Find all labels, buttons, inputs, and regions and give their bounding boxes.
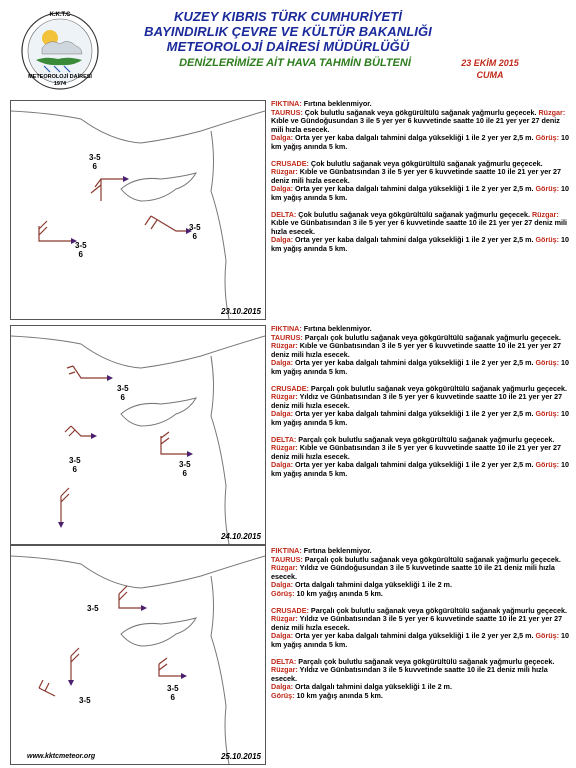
region-text: Parçalı çok bulutlu sağanak veya gökgürültülü sağanak yağmurlu geçecek. bbox=[302, 554, 561, 564]
region-text: Parçalı çok bulutlu sağanak veya gökgürültülü sağanak yağmurlu geçecek. bbox=[302, 332, 561, 342]
delta-para bbox=[271, 211, 571, 254]
wave-height: 3-5 bbox=[189, 223, 201, 232]
wave-text: Orta yer yer kaba dalgalı tahmini dalga yüksekliği 1 ile 2 yer yer 2,5 m. bbox=[292, 184, 536, 194]
wind-arrow-southwest bbox=[58, 488, 69, 528]
wind-arrow-south bbox=[161, 432, 193, 457]
header-line-2: BAYINDIRLIK ÇEVRE VE KÜLTÜR BAKANLIĞI bbox=[144, 24, 432, 39]
wave-period: 6 bbox=[72, 465, 77, 474]
wave-height: 3-5 bbox=[69, 456, 81, 465]
wind-arrow-north bbox=[67, 366, 113, 381]
fiktina-text: Fırtına beklenmiyor. bbox=[301, 324, 372, 333]
wave-label: Dalga: bbox=[271, 580, 293, 590]
wave-label: Dalga: bbox=[271, 409, 293, 419]
date-weekday: CUMA bbox=[476, 70, 504, 80]
map-1-date: 23.10.2015 bbox=[220, 307, 261, 316]
wave-period: 6 bbox=[78, 250, 83, 259]
wind-label: Rüzgar: bbox=[271, 167, 298, 177]
wave-period: 6 bbox=[120, 393, 125, 402]
wave-height: 3-5 bbox=[75, 241, 87, 250]
visibility-text: 10 km yağış anında 5 km. bbox=[271, 460, 570, 478]
wave-text: Orta yer yer kaba dalgalı tahmini dalga yüksekliği 1 ile 2 yer yer 2,5 m. bbox=[292, 631, 536, 641]
wind-text: Yıldız ve Günbatısından 3 ile 5 kuvvetinde saatte 10 ile 21 deniz mili hızla esecek. bbox=[271, 665, 548, 683]
wave-height: 3-5 bbox=[167, 684, 179, 693]
visibility-text: 10 km yağış anında 5 km. bbox=[271, 409, 570, 427]
map-1-label-2 bbox=[75, 241, 87, 259]
map-2-coastline bbox=[11, 326, 265, 544]
map-2-label-2 bbox=[69, 456, 81, 474]
wind-text: Yıldız ve Gündoğusundan 3 ile 5 kuvvetinde saatte 10 ile 21 deniz mili hızla esecek. bbox=[271, 563, 555, 581]
wind-text: Kıble ve Günbatısından 3 ile 5 yer yer 6 kuvvetinde saatte 10 ile 21 yer yer 27 deniz mili hızla esecek. bbox=[271, 218, 568, 236]
visibility-label: Görüş: bbox=[535, 631, 560, 641]
wind-text: Kıble ve Günbatısından 3 ile 5 yer yer 6 kuvvetinde saatte 10 ile 21 yer yer 27 deniz mili hızla esecek. bbox=[271, 341, 562, 359]
map-2-label-1 bbox=[117, 384, 129, 402]
wind-arrow-north bbox=[119, 586, 147, 611]
wind-text: Kıble ve Gündoğusundan 3 ile 5 yer yer 6 kuvvetinde saatte 10 ile 21 yer yer 27 deniz mili hızla esecek. bbox=[271, 116, 560, 134]
forecast-map-day-2 bbox=[10, 325, 266, 545]
region-label-taurus: TAURUS: bbox=[271, 554, 303, 564]
wave-height: 3-5 bbox=[117, 384, 129, 393]
bulletin-subtitle: DENİZLERİMİZE AİT HAVA TAHMİN BÜLTENİ bbox=[179, 57, 411, 69]
region-label-crusade: CRUSADE: bbox=[271, 383, 309, 393]
map-1-coastline bbox=[11, 101, 265, 319]
region-text: Parçalı çok bulutlu sağanak veya gökgürültülü sağanak yağmurlu geçecek. bbox=[296, 656, 555, 666]
forecast-text-day-3 bbox=[271, 547, 571, 709]
map-2-label-3 bbox=[179, 460, 191, 478]
wind-label: Rüzgar: bbox=[538, 107, 566, 117]
wave-label: Dalga: bbox=[271, 682, 293, 692]
map-3-label-1 bbox=[87, 604, 99, 613]
wave-height: 3-5 bbox=[89, 153, 101, 162]
forecast-text-day-2 bbox=[271, 325, 571, 487]
forecast-map-day-3 bbox=[10, 545, 266, 765]
map-3-date: 25.10.2015 bbox=[220, 752, 261, 761]
bulletin-date bbox=[440, 57, 540, 81]
wind-label: Rüzgar: bbox=[271, 443, 298, 453]
crusade-para bbox=[271, 607, 571, 650]
forecast-text-day-1 bbox=[271, 100, 571, 262]
wind-label: Rüzgar: bbox=[271, 563, 298, 573]
wave-period: 6 bbox=[170, 693, 175, 702]
crusade-para bbox=[271, 160, 571, 203]
region-text: Parçalı çok bulutlu sağanak veya gökgürültülü sağanak yağmurlu geçecek. bbox=[308, 383, 567, 393]
map-3-label-3 bbox=[167, 684, 179, 702]
delta-para bbox=[271, 658, 571, 701]
visibility-text: 10 km yağış anında 5 km. bbox=[271, 358, 570, 376]
visibility-text: 10 km yağış anında 5 km. bbox=[294, 588, 383, 598]
website-url: www.kktcmeteor.org bbox=[27, 753, 96, 760]
visibility-label: Görüş: bbox=[535, 358, 560, 368]
map-3-coastline bbox=[11, 546, 265, 764]
wind-text: Yıldız ve Günbatısından 3 ile 5 yer yer 6 kuvvetinde saatte 10 ile 21 yer yer 27 deniz mili hızla esecek. bbox=[271, 392, 563, 410]
wave-height: 3-5 bbox=[79, 696, 91, 705]
visibility-label: Görüş: bbox=[535, 133, 560, 143]
region-label-delta: DELTA: bbox=[271, 656, 297, 666]
region-label-crusade: CRUSADE: bbox=[271, 158, 309, 168]
visibility-label: Görüş: bbox=[535, 184, 560, 194]
visibility-text: 10 km yağış anında 5 km. bbox=[294, 690, 383, 700]
wave-text: Orta yer yer kaba dalgalı tahmini dalga yüksekliği 1 ile 2 yer yer 2,5 m. bbox=[292, 133, 536, 143]
region-text: Çok bulutlu sağanak veya gökgürültülü sağanak yağmurlu geçecek. bbox=[296, 209, 532, 219]
wave-text: Orta dalgalı tahmini dalga yüksekliği 1 ile 2 m. bbox=[292, 580, 452, 590]
region-label-delta: DELTA: bbox=[271, 434, 297, 444]
region-label-taurus: TAURUS: bbox=[271, 332, 303, 342]
wave-period: 6 bbox=[182, 469, 187, 478]
region-text: Çok bulutlu sağanak veya gökgürültülü sağanak yağmurlu geçecek. bbox=[308, 158, 543, 168]
wave-text: Orta yer yer kaba dalgalı tahmini dalga yüksekliği 1 ile 2 yer yer 2,5 m. bbox=[292, 358, 536, 368]
wave-height: 3-5 bbox=[87, 604, 99, 613]
visibility-label: Görüş: bbox=[535, 235, 560, 245]
visibility-text: 10 km yağış anında 5 km. bbox=[271, 235, 570, 253]
wave-label: Dalga: bbox=[271, 235, 293, 245]
fiktina-label: FIKTINA: bbox=[271, 324, 302, 333]
date-day: 23 EKİM 2015 bbox=[461, 58, 519, 68]
wave-period: 6 bbox=[92, 162, 97, 171]
wave-height: 3-5 bbox=[179, 460, 191, 469]
wind-text: Kıble ve Günbatısından 3 ile 5 yer yer 6 kuvvetinde saatte 10 ile 21 yer yer 27 deniz mili hızla esecek. bbox=[271, 443, 562, 461]
wave-label: Dalga: bbox=[271, 631, 293, 641]
visibility-label: Görüş: bbox=[271, 588, 295, 598]
region-label-delta: DELTA: bbox=[271, 209, 297, 219]
wave-period: 6 bbox=[192, 232, 197, 241]
wind-arrow-west bbox=[65, 426, 97, 439]
wind-label: Rüzgar: bbox=[271, 614, 298, 624]
region-label-taurus: TAURUS: bbox=[271, 107, 303, 117]
wind-label: Rüzgar: bbox=[531, 209, 559, 219]
visibility-text: 10 km yağış anında 5 km. bbox=[271, 133, 570, 151]
logo-text-top: K.K.T.C bbox=[49, 12, 71, 18]
wave-text: Orta yer yer kaba dalgalı tahmini dalga yüksekliği 1 ile 2 yer yer 2,5 m. bbox=[292, 409, 536, 419]
map-2-date: 24.10.2015 bbox=[220, 532, 261, 541]
delta-para bbox=[271, 436, 571, 479]
wind-text: Kıble ve Günbatısından 3 ile 5 yer yer 6 kuvvetinde saatte 10 ile 21 yer yer 27 deniz mili hızla esecek. bbox=[271, 167, 562, 185]
visibility-label: Görüş: bbox=[535, 460, 560, 470]
region-text: Parçalı çok bulutlu sağanak veya gökgürültülü sağanak yağmurlu geçecek. bbox=[308, 605, 567, 615]
wind-arrow-southwest bbox=[39, 680, 55, 696]
visibility-text: 10 km yağış anında 5 km. bbox=[271, 631, 570, 649]
region-text: Parçalı çok bulutlu sağanak veya gökgürültülü sağanak yağmurlu geçecek. bbox=[296, 434, 555, 444]
region-text: Çok bulutlu sağanak veya gökgürültülü sağanak yağmurlu geçecek. bbox=[302, 107, 539, 117]
map-1-label-1 bbox=[89, 153, 101, 171]
wave-text: Orta dalgalı tahmini dalga yüksekliği 1 ile 2 m. bbox=[292, 682, 452, 692]
wind-arrow-south bbox=[145, 216, 192, 234]
visibility-text: 10 km yağış anında 5 km. bbox=[271, 184, 570, 202]
wind-arrow-west bbox=[68, 648, 79, 686]
fiktina-para bbox=[271, 100, 571, 152]
wave-label: Dalga: bbox=[271, 460, 293, 470]
fiktina-para bbox=[271, 547, 571, 599]
wind-label: Rüzgar: bbox=[271, 392, 298, 402]
wind-arrow-north bbox=[91, 176, 129, 201]
wind-label: Rüzgar: bbox=[271, 665, 298, 675]
wave-label: Dalga: bbox=[271, 184, 293, 194]
map-3-label-2 bbox=[79, 696, 91, 705]
map-1-label-3 bbox=[189, 223, 201, 241]
logo-year: 1974 bbox=[53, 81, 67, 87]
fiktina-text: Fırtına beklenmiyor. bbox=[301, 546, 372, 555]
wave-text: Orta yer yer kaba dalgalı tahmini dalga yüksekliği 1 ile 2 yer yer 2,5 m. bbox=[292, 460, 536, 470]
visibility-label: Görüş: bbox=[535, 409, 560, 419]
crusade-para bbox=[271, 385, 571, 428]
wind-label: Rüzgar: bbox=[271, 341, 298, 351]
header-line-1: KUZEY KIBRIS TÜRK CUMHURİYETİ bbox=[173, 9, 402, 24]
wave-label: Dalga: bbox=[271, 358, 293, 368]
wind-arrow-south bbox=[159, 658, 187, 679]
fiktina-label: FIKTINA: bbox=[271, 99, 302, 108]
fiktina-label: FIKTINA: bbox=[271, 546, 302, 555]
header-line-3: METEOROLOJİ DAİRESİ MÜDÜRLÜĞÜ bbox=[166, 39, 410, 54]
wind-arrow-west bbox=[39, 221, 77, 244]
wind-text: Yıldız ve Günbatısından 3 ile 5 yer yer 6 kuvvetinde saatte 10 ile 21 yer yer 27 deniz mili hızla esecek. bbox=[271, 614, 563, 632]
forecast-map-day-1 bbox=[10, 100, 266, 320]
visibility-label: Görüş: bbox=[271, 690, 295, 700]
fiktina-para bbox=[271, 325, 571, 377]
wave-label: Dalga: bbox=[271, 133, 293, 143]
region-label-crusade: CRUSADE: bbox=[271, 605, 309, 615]
wave-text: Orta yer yer kaba dalgalı tahmini dalga yüksekliği 1 ile 2 yer yer 2,5 m. bbox=[292, 235, 536, 245]
logo-text-bottom: METEOROLOJİ DAİRESİ bbox=[28, 74, 92, 80]
fiktina-text: Fırtına beklenmiyor. bbox=[301, 99, 372, 108]
